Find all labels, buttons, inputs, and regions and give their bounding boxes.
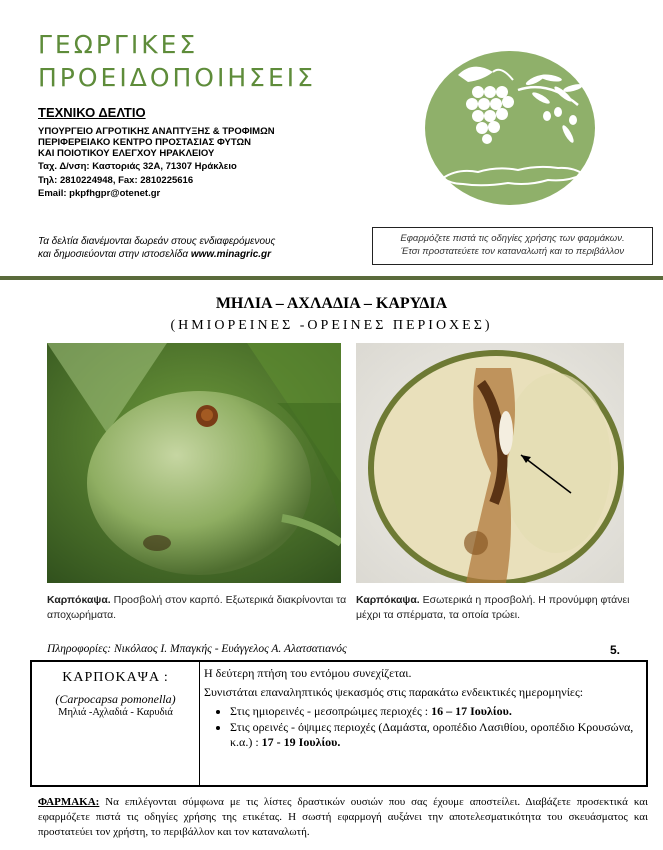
pest-crops: Μηλιά -Αχλαδιά - Καρυδιά — [58, 707, 173, 718]
info-names: Νικόλαος Ι. Μπαγκής - Ευάγγελος Α. Αλατσατιανός — [111, 643, 347, 655]
recommendation-para2: Συνιστάται επαναληπτικός ψεκασμός στις παρακάτω ενδεικτικές ημερομηνίες: — [204, 685, 584, 699]
pest-cell — [32, 662, 200, 785]
notice-line1: Εφαρμόζετε πιστά τις οδηγίες χρήσης των φαρμάκων. — [400, 233, 625, 244]
region-subtitle: (ΗΜΙΟΡΕΙΝΕΣ -ΟΡΕΙΝΕΣ ΠΕΡΙΟΧΕΣ) — [170, 318, 493, 333]
address-line: Ταχ. Δ/νση: Καστοριάς 32Α, 71307 Ηράκλειο — [38, 161, 237, 172]
email-line: Email: pkpfhgpr@otenet.gr — [38, 188, 161, 199]
bullet-text: Στις ημιορεινές - μεσοπρώιμες περιοχές : — [230, 704, 432, 718]
header-divider — [0, 276, 663, 280]
pharma-label: ΦΑΡΜΑΚΑ: — [38, 796, 100, 808]
list-item — [230, 720, 640, 750]
recommendation-para1: Η δεύτερη πτήση του εντόμου συνεχίζεται. — [204, 666, 412, 680]
notice-line2: Έτσι προστατεύετε τον καταναλωτή και το περιβάλλον — [400, 246, 625, 257]
pest-latin-name: (Carpocapsa pomonella) — [55, 692, 176, 706]
pharma-text: Να επιλέγονται σύμφωνα με τις λίστες δραστικών ουσιών που σας έχουμε αποστείλει. Διαβάζετε προσεκτικά και εφαρμόζετε πιστά τις οδηγίες χρήσης της ετικέτας. Η σωστή εφαρμογή αυξάνει την αποτελεσματικότητα του σκευάσματος και προστατεύει τον χρήστη, το περιβάλλον και τον καταναλωτή. — [38, 796, 648, 838]
caption-text: Εσωτερικά η προσβολή. Η προνύμφη φτάνει μέχρι τα σπέρματα, τα οποία τρώει. — [356, 594, 630, 621]
address-line: ΚΑΙ ΠΟΙΟΤΙΚΟΥ ΕΛΕΓΧΟΥ ΗΡΑΚΛΕΙΟΥ — [38, 148, 215, 159]
header-title-line1: ΓΕΩΡΓΙΚΕΣ — [38, 30, 199, 59]
bullet-date: 17 - 19 Ιουλίου. — [261, 735, 341, 749]
list-item — [230, 704, 640, 719]
bullet-date: 16 – 17 Ιουλίου. — [431, 704, 512, 718]
distribution-text: και δημοσιεύονται στην ιστοσελίδα — [38, 249, 191, 260]
distribution-note-line2 — [38, 249, 271, 260]
info-line — [47, 643, 347, 655]
distribution-note-line1: Τα δελτία διανέμονται δωρεάν στους ενδιαφερόμενους — [38, 236, 276, 247]
caption-text: Προσβολή στον καρπό. Εξωτερικά διακρίνονται τα αποχωρήματα. — [47, 594, 347, 621]
pest-name: ΚΑΡΠΟΚΑΨΑ : — [62, 670, 169, 685]
pharma-note — [38, 795, 648, 840]
bullet-text: Στις ορεινές - όψιμες περιοχές (Δαμάστα, οροπέδιο Λασιθίου, οροπέδιο Κρουσώνα, κ.α.) : — [230, 720, 634, 749]
caption-bold: Καρπόκαψα. — [47, 594, 111, 606]
safety-notice-box — [372, 227, 653, 265]
page-number: 5. — [610, 643, 621, 657]
info-label: Πληροφορίες: — [47, 643, 112, 655]
pest-table — [30, 660, 648, 787]
caption-bold: Καρπόκαψα. — [356, 594, 420, 606]
phone-line: Τηλ: 2810224948, Fax: 2810225616 — [38, 175, 194, 186]
photo-fruit-exterior — [47, 343, 341, 583]
header-title-line2: ΠΡΟΕΙΔΟΠΟΙΗΣΕΙΣ — [38, 63, 316, 92]
address-line: ΥΠΟΥΡΓΕΙΟ ΑΓΡΟΤΙΚΗΣ ΑΝΑΠΤΥΞΗΣ & ΤΡΟΦΙΜΩΝ — [38, 126, 275, 137]
ministry-logo — [423, 50, 597, 206]
date-list — [204, 704, 640, 750]
photo2-caption — [356, 593, 641, 623]
photo-fruit-interior — [356, 343, 624, 583]
website-link[interactable]: www.minagric.gr — [190, 249, 272, 260]
crop-title: ΜΗΛΙΑ – ΑΧΛΑΔΙΑ – ΚΑΡΥΔΙΑ — [215, 295, 448, 312]
photo1-caption — [47, 593, 347, 623]
recommendation-cell — [204, 662, 640, 751]
bulletin-type: ΤΕΧΝΙΚΟ ΔΕΛΤΙΟ — [38, 105, 146, 120]
address-line: ΠΕΡΙΦΕΡΕΙΑΚΟ ΚΕΝΤΡΟ ΠΡΟΣΤΑΣΙΑΣ ΦΥΤΩΝ — [38, 137, 251, 148]
